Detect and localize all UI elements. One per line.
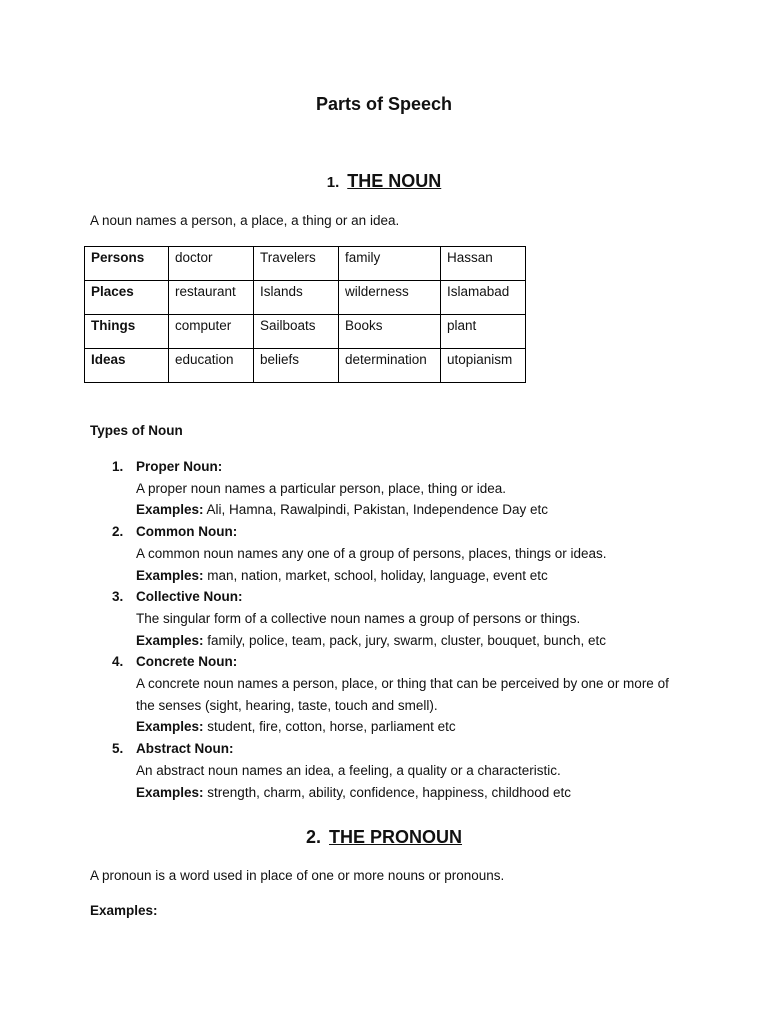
list-item xyxy=(90,738,690,803)
table-cell: family xyxy=(339,247,441,281)
table-row xyxy=(85,315,526,349)
examples-label: Examples: xyxy=(136,784,204,800)
section-title: THE NOUN xyxy=(347,171,442,191)
list-item xyxy=(90,456,690,521)
table-cell: doctor xyxy=(169,247,254,281)
table-cell: Islands xyxy=(254,281,339,315)
types-of-noun-heading: Types of Noun xyxy=(90,423,183,438)
table-cell: Hassan xyxy=(441,247,526,281)
section-title: THE PRONOUN xyxy=(329,827,463,847)
section-number: 2. xyxy=(305,827,321,847)
noun-type-name: Common Noun: xyxy=(136,524,238,540)
section-heading-noun xyxy=(0,171,768,192)
table-row-header: Ideas xyxy=(85,349,169,383)
list-number: 3. xyxy=(112,589,124,605)
list-number: 5. xyxy=(112,741,124,757)
table-cell: Travelers xyxy=(254,247,339,281)
table-cell: Islamabad xyxy=(441,281,526,315)
section-number: 1. xyxy=(326,174,340,191)
examples-label: Examples: xyxy=(136,719,204,735)
table-row xyxy=(85,281,526,315)
table-row xyxy=(85,349,526,383)
noun-definition: A noun names a person, a place, a thing or an idea. xyxy=(90,213,400,228)
table-cell: Books xyxy=(339,315,441,349)
list-item xyxy=(90,651,690,738)
page-title: Parts of Speech xyxy=(315,94,453,114)
examples-text: student, fire, cotton, horse, parliament etc xyxy=(203,719,456,735)
table-row-header: Places xyxy=(85,281,169,315)
section-heading-pronoun xyxy=(0,827,768,848)
noun-type-examples xyxy=(136,630,690,652)
table-cell: determination xyxy=(339,349,441,383)
list-number: 2. xyxy=(112,524,124,540)
list-item xyxy=(90,586,690,651)
table-row xyxy=(85,247,526,281)
examples-label: Examples: xyxy=(136,502,204,518)
table-cell: Sailboats xyxy=(254,315,339,349)
examples-text: strength, charm, ability, confidence, happiness, childhood etc xyxy=(203,784,572,800)
table-cell: wilderness xyxy=(339,281,441,315)
list-number: 1. xyxy=(112,459,124,474)
table-cell: beliefs xyxy=(254,349,339,383)
noun-type-examples xyxy=(136,782,690,804)
examples-text: man, nation, market, school, holiday, language, event etc xyxy=(203,567,548,583)
noun-examples-table xyxy=(84,246,526,383)
noun-type-description: The singular form of a collective noun names a group of persons or things. xyxy=(136,610,581,626)
examples-text: family, police, team, pack, jury, swarm, cluster, bouquet, bunch, etc xyxy=(203,632,606,648)
list-number: 4. xyxy=(112,654,124,670)
noun-types-list xyxy=(90,456,690,803)
table-cell: utopianism xyxy=(441,349,526,383)
noun-type-description: An abstract noun names an idea, a feeling, a quality or a characteristic. xyxy=(136,762,561,778)
noun-type-name: Abstract Noun: xyxy=(136,741,234,757)
examples-label: Examples: xyxy=(136,567,204,583)
noun-type-name: Collective Noun: xyxy=(136,589,243,605)
table-cell: education xyxy=(169,349,254,383)
noun-type-description: A concrete noun names a person, place, or thing that can be perceived by one or more of the senses (sight, hearing, taste, touch and smell). xyxy=(136,676,669,713)
noun-type-name: Concrete Noun: xyxy=(136,654,238,670)
noun-type-examples xyxy=(136,565,690,587)
examples-label: Examples: xyxy=(136,632,204,648)
noun-type-examples xyxy=(136,499,690,521)
noun-type-description: A proper noun names a particular person, place, thing or idea. xyxy=(136,480,506,496)
table-row-header: Persons xyxy=(85,247,169,281)
examples-text: Ali, Hamna, Rawalpindi, Pakistan, Independence Day etc xyxy=(203,502,548,518)
table-cell: computer xyxy=(169,315,254,349)
list-item xyxy=(90,521,690,586)
noun-type-name: Proper Noun: xyxy=(136,459,223,474)
table-row-header: Things xyxy=(85,315,169,349)
table-cell: restaurant xyxy=(169,281,254,315)
pronoun-definition: A pronoun is a word used in place of one or more nouns or pronouns. xyxy=(90,868,505,883)
noun-type-description: A common noun names any one of a group of persons, places, things or ideas. xyxy=(136,545,607,561)
pronoun-examples-label: Examples: xyxy=(90,903,158,918)
noun-type-examples xyxy=(136,716,690,738)
table-cell: plant xyxy=(441,315,526,349)
